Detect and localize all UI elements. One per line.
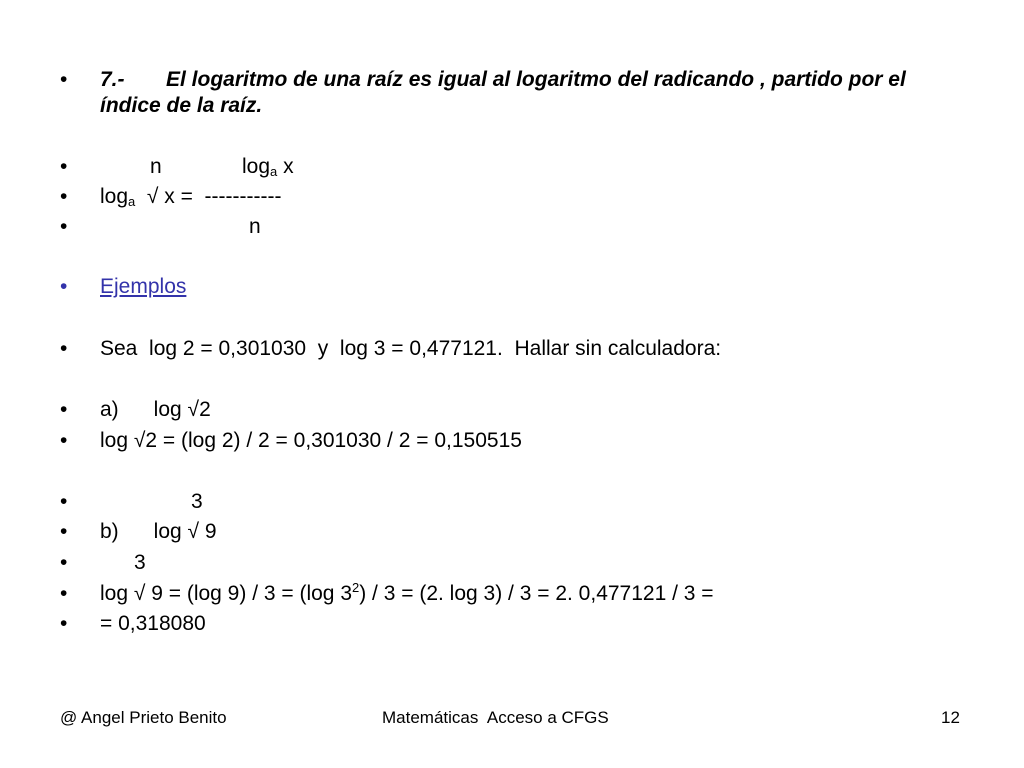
bullet: • [60,520,68,543]
part-b-index-top: 3 [191,490,203,513]
footer-page-number: 12 [941,708,960,727]
solution-exponent: 2 [352,580,360,595]
examples-link[interactable]: Ejemplos [100,275,187,298]
bullet: • [60,429,68,452]
bullet: • [60,551,68,574]
log-base: a [128,194,136,209]
part-b-solution [100,581,714,607]
bullet: • [60,68,68,91]
formula-top-n: n [150,155,162,178]
bullet: • [60,155,68,178]
bullet: • [60,185,68,208]
bullet: • [60,215,68,238]
formula-middle [100,184,282,210]
part-b-index-under: 3 [134,551,146,574]
log-arg: x [277,155,294,178]
log-text: log [242,155,271,178]
bullet: • [60,275,68,298]
bullet: • [60,612,68,635]
part-b-label: b) log √ 9 [100,520,217,543]
title-text: El logaritmo de una raíz es igual al logaritmo del radicando , partido por el índice de la raíz. [100,68,906,117]
solution-part1: log √ 9 = (log 9) / 3 = (log 3 [100,582,352,605]
slide-title [100,67,920,119]
part-a-label: a) log √2 [100,398,211,421]
footer-course: Matemáticas Acceso a CFGS [382,708,609,727]
bullet: • [60,337,68,360]
formula-bottom-n: n [249,215,261,238]
log-text: log [100,185,129,208]
log-base: a [270,164,278,179]
formula-top-log [242,154,294,180]
bullet: • [60,582,68,605]
solution-part2: ) / 3 = (2. log 3) / 3 = 2. 0,477121 / 3 = [359,582,714,605]
given-statement: Sea log 2 = 0,301030 y log 3 = 0,477121. Hallar sin calculadora: [100,337,722,360]
title-number: 7.- [100,68,125,91]
footer-author: @ Angel Prieto Benito [60,708,227,727]
formula-root-fraction: √ x = ----------- [135,185,282,208]
bullet: • [60,398,68,421]
bullet: • [60,490,68,513]
part-b-result: = 0,318080 [100,612,206,635]
part-a-solution: log √2 = (log 2) / 2 = 0,301030 / 2 = 0,150515 [100,429,522,452]
